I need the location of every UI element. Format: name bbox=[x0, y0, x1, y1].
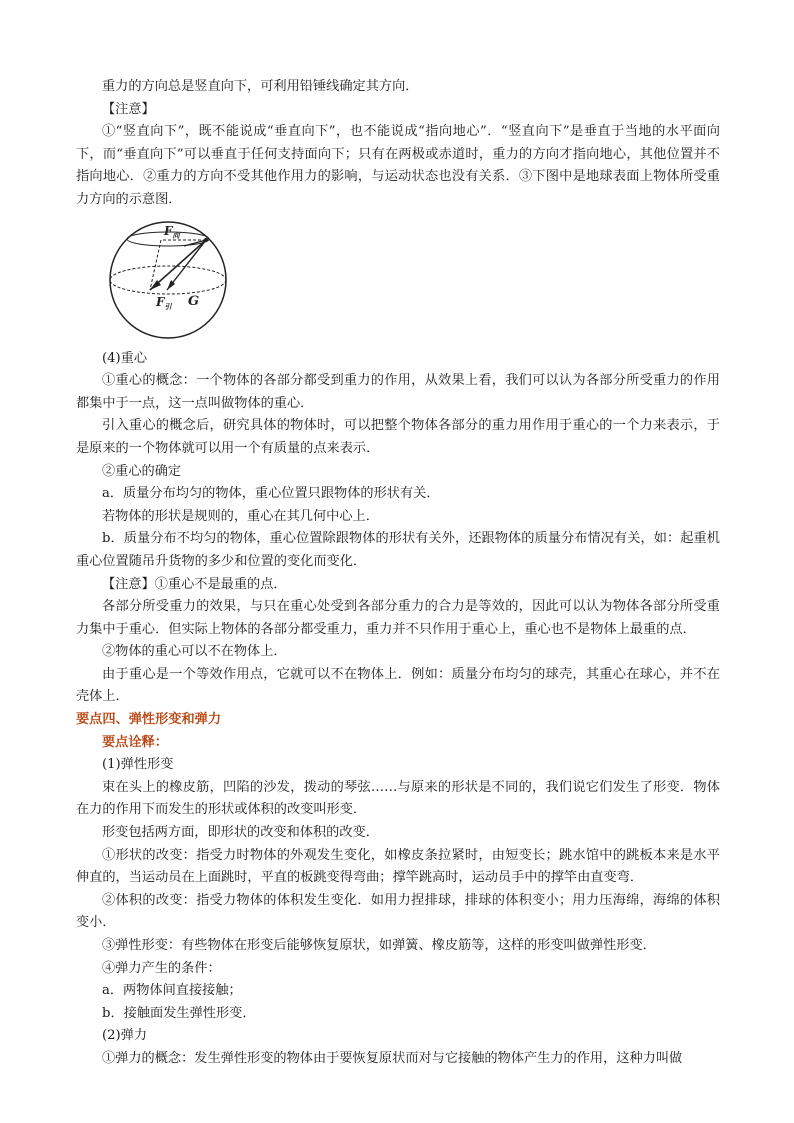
key-point-heading: 要点四、弹性形变和弹力 bbox=[76, 712, 222, 728]
earth-gravity-diagram bbox=[106, 218, 230, 342]
paragraph: b．质量分布不均匀的物体，重心位置除跟物体的形状有关外，还跟物体的质量分布情况有关，如：起重机重心位置随吊升货物的多少和位置的变化而变化． bbox=[76, 531, 720, 569]
paragraph: ①“竖直向下”，既不能说成“垂直向下”，也不能说成“指向地心”．“竖直向下”是垂直于当地的水平面向下，而“垂直向下”可以垂直于任何支持面向下；只有在两极或赤道时，重力的方向才指向地心，其他位置并不指向地心．②重力的方向不受其他作用力的影响，与运动状态也没有关系．③下图中是地球表面上物体所受重力方向的示意图． bbox=[76, 124, 720, 207]
note-label: 【注意】 bbox=[102, 101, 155, 117]
section-heading: (1)弹性形变 bbox=[102, 757, 174, 773]
paragraph: 【注意】①重心不是最重的点． bbox=[102, 576, 287, 592]
earth-sphere-figure bbox=[106, 218, 230, 342]
paragraph: ①弹力的概念：发生弹性形变的物体由于要恢复原状而对与它接触的物体产生力的作用，这种力叫做 bbox=[102, 1050, 683, 1066]
paragraph: a．质量分布均匀的物体，重心位置只跟物体的形状有关． bbox=[102, 486, 440, 502]
paragraph: 形变包括两方面，即形状的改变和体积的改变． bbox=[102, 825, 379, 841]
label-f-centripetal: $F_向$ bbox=[164, 223, 180, 240]
label-f-attraction: $F_引$ bbox=[156, 294, 172, 311]
paragraph: 引入重心的概念后，研究具体的物体时，可以把整个物体各部分的重力用作用于重心的一个力来表示，于是原来的一个物体就可以用一个有质量的点来表示． bbox=[76, 418, 720, 456]
paragraph: 束在头上的橡皮筋，凹陷的沙发，拨动的琴弦……与原来的形状是不同的，我们说它们发生了形变．物体在力的作用下而发生的形状或体积的改变叫形变． bbox=[76, 779, 720, 818]
paragraph: ③弹性形变：有些物体在形变后能够恢复原状，如弹簧、橡皮筋等，这样的形变叫做弹性形变． bbox=[102, 938, 656, 953]
section-heading: (2)弹力 bbox=[102, 1028, 148, 1044]
paragraph: 若物体的形状是规则的，重心在其几何中心上． bbox=[102, 508, 379, 524]
paragraph: ①形状的改变：指受力时物体的外观发生变化，如橡皮条拉紧时，由短变长；跳水馆中的跳板本来是水平伸直的，当运动员在上面跳时，平直的板跳变得弯曲；撑竿跳高时，运动员手中的撑竿由直变弯． bbox=[76, 847, 720, 886]
paragraph: b．接触面发生弹性形变． bbox=[102, 1005, 256, 1021]
paragraph: 由于重心是一个等效作用点，它就可以不在物体上．例如：质量分布均匀的球壳，其重心在球心，并不在壳体上． bbox=[76, 666, 720, 705]
paragraph: 各部分所受重力的效果，与只在重心处受到各部分重力的合力是等效的，因此可以认为物体各部分所受重力集中于重心．但实际上物体的各部分都受重力，重力并不只作用于重心上，重心也不是物体上最重的点． bbox=[76, 599, 720, 637]
paragraph: a．两物体间直接接触； bbox=[102, 983, 242, 999]
key-point-subheading: 要点诠释： bbox=[102, 734, 168, 750]
paragraph: ②体积的改变：指受力物体的体积发生变化．如用力捏排球，排球的体积变小；用力压海绵，海绵的体积变小． bbox=[76, 892, 720, 931]
paragraph: ①重心的概念：一个物体的各部分都受到重力的作用，从效果上看，我们可以认为各部分所受重力的作用都集中于一点，这一点叫做物体的重心． bbox=[76, 373, 720, 411]
paragraph: 重力的方向总是竖直向下，可利用铅锤线确定其方向． bbox=[102, 79, 419, 94]
document-page bbox=[76, 76, 720, 1071]
paragraph: ④弹力产生的条件： bbox=[102, 960, 221, 976]
object-point bbox=[204, 238, 208, 242]
paragraph: ②重心的确定 bbox=[102, 463, 182, 479]
section-heading: (4)重心 bbox=[102, 350, 148, 366]
paragraph: ②物体的重心可以不在物体上． bbox=[102, 644, 287, 660]
label-g: G bbox=[188, 293, 200, 309]
